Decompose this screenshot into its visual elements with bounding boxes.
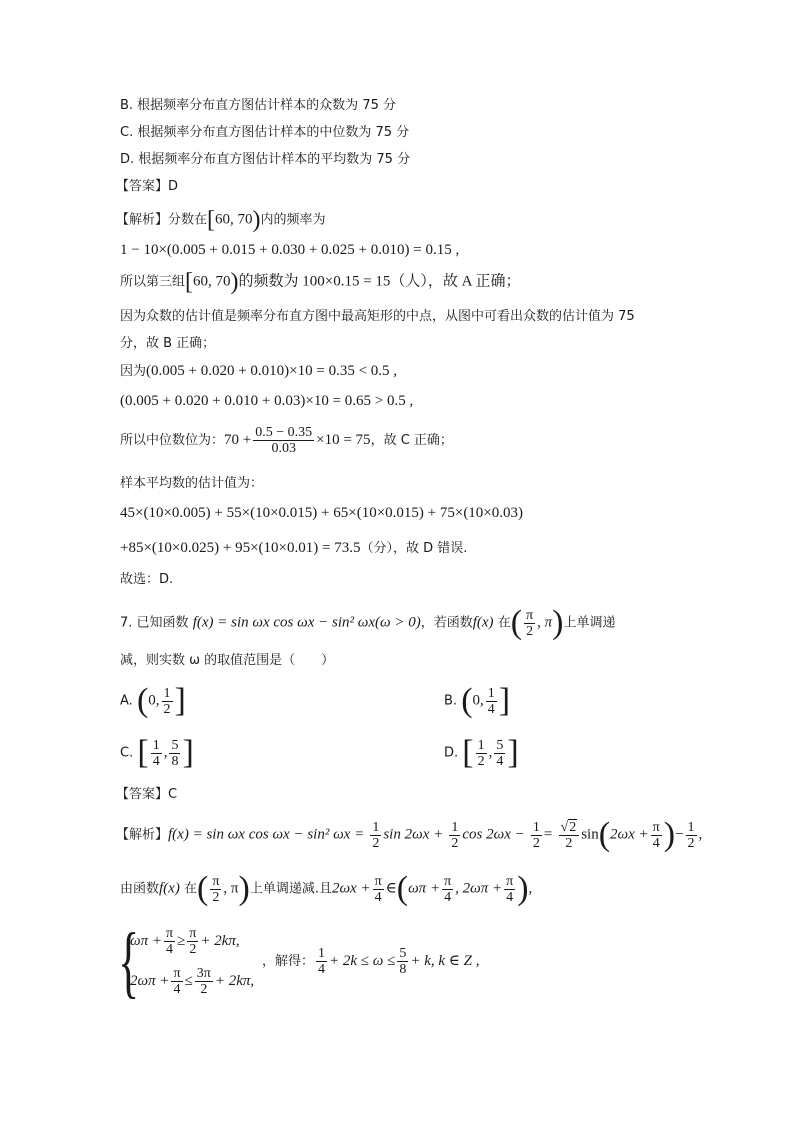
calc-1: 1 − 10×(0.005 + 0.015 + 0.030 + 0.025 + 0.010) = 0.15 , bbox=[120, 242, 460, 258]
median-fraction: $\frac{0.5 - 0.35}{0.03}$ bbox=[255, 425, 313, 456]
inequality-2: 2ωπ + $\frac{\pi}{4}$ ≤ $\frac{3\pi}{2}$ + 2kπ, bbox=[130, 966, 255, 997]
third-group-line: 所以第三组[60, 70)的频数为 100×0.15 = 15（人），故 A 正确； bbox=[120, 269, 521, 295]
choice-c: C. [ $\frac{1}{4}$ , $\frac{5}{8}$ ] bbox=[120, 734, 194, 771]
choice-a: A. (0, $\frac{1}{2}$ ] bbox=[120, 682, 186, 719]
because-line: 因为(0.005 + 0.020 + 0.010)×10 = 0.35 < 0.5 , bbox=[120, 363, 398, 379]
option-b-text: B. 根据频率分布直方图估计样本的众数为 75 分 bbox=[120, 98, 396, 113]
mean-head: 样本平均数的估计值为： bbox=[120, 476, 264, 491]
option-d-text: D. 根据频率分布直方图估计样本的平均数为 75 分 bbox=[120, 152, 411, 167]
analysis-7-line-1: 【解析】f(x) = sin ωx cos ωx − sin² ωx = $\frac{1}{2}$ sin 2ωx + $\frac{1}{2}$ cos 2ωx − $\frac{1}{2}$ = $\frac{√2}{2}$ sin(2ωx + $\frac{\pi}{4}$ )− $\frac{1}{2}$ , bbox=[116, 816, 703, 853]
median-line: 所以中位数位为：70 + $\frac{0.5 - 0.35}{0.03}$ ×10 = 75，故 C 正确； bbox=[120, 425, 453, 456]
system-brace: { bbox=[118, 918, 140, 1006]
choice-b: B. (0, $\frac{1}{4}$ ] bbox=[444, 682, 511, 719]
solution-line: ，解得： $\frac{1}{4}$ + 2k ≤ ω ≤ $\frac{5}{8}$ + k, k ∈ Z , bbox=[262, 946, 480, 977]
choice-d: D. [ $\frac{1}{2}$ , $\frac{5}{4}$ ] bbox=[444, 734, 519, 771]
question-7-line-2: 减，则实数 ω 的取值范围是（ ） bbox=[120, 653, 335, 668]
answer-6: 【答案】D bbox=[116, 179, 179, 194]
mode-reason: 因为众数的估计值是频率分布直方图中最高矩形的中点，从图中可看出众数的估计值为 75 bbox=[120, 309, 635, 324]
inequality-1: ωπ + $\frac{\pi}{4}$ ≥ $\frac{\pi}{2}$ + 2kπ, bbox=[130, 926, 240, 957]
option-c-text: C. 根据频率分布直方图估计样本的中位数为 75 分 bbox=[120, 125, 410, 140]
mean-line-2: +85×(10×0.025) + 95×(10×0.01) = 73.5（分），故 D 错误. bbox=[120, 540, 468, 556]
mean-line-1: 45×(10×0.005) + 55×(10×0.015) + 65×(10×0.015) + 75×(10×0.03) bbox=[120, 505, 524, 521]
calc-3: (0.005 + 0.020 + 0.010 + 0.03)×10 = 0.65 > 0.5 , bbox=[120, 393, 414, 409]
analysis-6-head: 【解析】分数在[60, 70)内的频率为 bbox=[116, 207, 326, 233]
choose-line: 故选：D. bbox=[120, 572, 174, 587]
question-7: 7. 已知函数 f(x) = sin ωx cos ωx − sin² ωx(ω > 0)，若函数f(x) 在( $\frac{\pi}{2}$ , π)上单调递 bbox=[120, 604, 616, 641]
mode-conclusion: 分，故 B 正确； bbox=[120, 336, 216, 351]
interval: 60, 70 bbox=[215, 211, 253, 228]
answer-7: 【答案】C bbox=[116, 787, 178, 802]
analysis-7-line-2: 由函数f(x) 在( $\frac{\pi}{2}$ , π)上单调递减.且2ωx + $\frac{\pi}{4}$ ∈(ωπ + $\frac{\pi}{4}$ , 2ωπ + $\frac{\pi}{4}$ ), bbox=[120, 870, 533, 907]
